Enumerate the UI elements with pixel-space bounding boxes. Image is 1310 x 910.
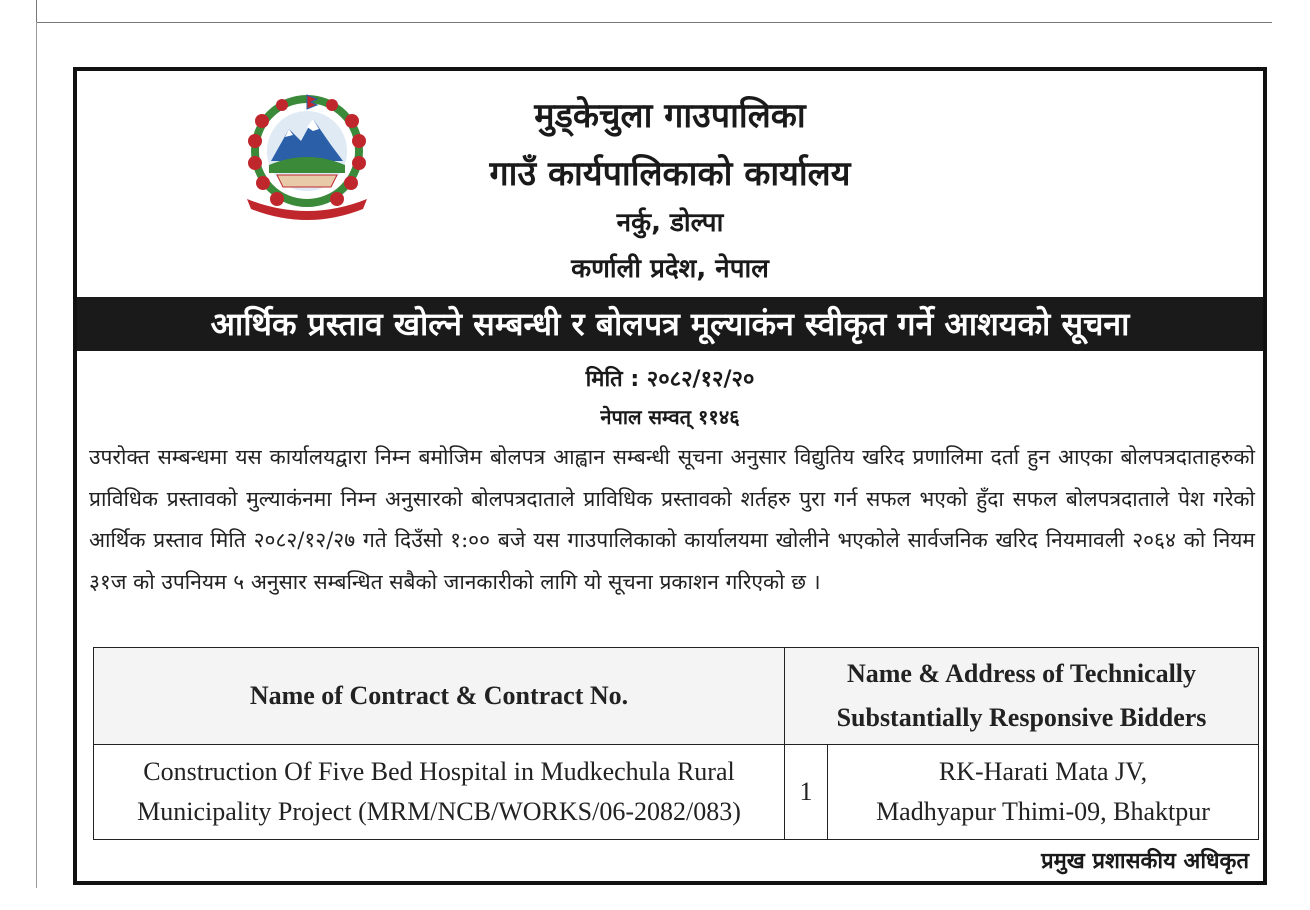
contract-name-line-2: Municipality Project (MRM/NCB/WORKS/06-2082/083) xyxy=(137,797,741,826)
table-row xyxy=(94,745,1259,840)
bidder-column-header: Name & Address of Technically Substantially Responsive Bidders xyxy=(785,648,1259,745)
bidder-cell xyxy=(828,745,1259,840)
office-location: नर्कु, डोल्पा xyxy=(616,208,724,238)
table-header-row xyxy=(94,648,1259,745)
notice-title-banner: आर्थिक प्रस्ताव खोल्ने सम्बन्धी र बोलपत्र मूल्याकंन स्वीकृत गर्ने आशयको सूचना xyxy=(77,297,1263,351)
notice-body-text: उपरोक्त सम्बन्धमा यस कार्यालयद्वारा निम्न बमोजिम बोलपत्र आह्वान सम्बन्धी सूचना अनुसार विद्युतिय खरिद प्रणालिमा दर्ता हुन आएका बोलपत्रदाताहरुको प्राविधिक प्रस्तावको मुल्याकंनमा निम्न अनुसारको बोलपत्रदाताले प्राविधिक प्रस्तावको शर्तहरु पुरा गर्न सफल भएको हुँदा सफल बोलपत्रदाताले पेश गरेको आर्थिक प्रस्ताव मिति २०८२/१२/२७ गते दिउँसो १:०० बजे यस गाउपालिकाको कार्यालयमा खोलीने भएकोले सार्वजनिक खरिद नियमावली २०६४ को नियम ३१ज को उपनियम ५ अनुसार सम्बन्धित सबैको जानकारीको लागि यो सूचना प्रकाशन गरिएको छ । xyxy=(89,445,1255,594)
bidder-name: RK-Harati Mata JV, xyxy=(938,757,1148,786)
notice-date: मिति : २०८२/१२/२० xyxy=(585,367,755,392)
signatory-title: प्रमुख प्रशासकीय अधिकृत xyxy=(1041,849,1249,874)
bidder-address: Madhyapur Thimi-09, Bhaktpur xyxy=(876,797,1210,826)
contract-name-line-1: Construction Of Five Bed Hospital in Mudkechula Rural xyxy=(143,757,735,786)
page-edge-top xyxy=(36,0,37,22)
page-edge-left xyxy=(36,22,37,888)
contract-name-cell xyxy=(94,745,785,840)
contract-column-header: Name of Contract & Contract No. xyxy=(94,648,785,745)
public-notice xyxy=(73,67,1267,885)
serial-number-cell: 1 xyxy=(785,745,828,840)
office-name: गाउँ कार्यपालिकाको कार्यालय xyxy=(489,154,851,194)
province-name: कर्णाली प्रदेश, नेपाल xyxy=(571,254,769,284)
nepal-samvat-date: नेपाल सम्वत् ११४६ xyxy=(600,405,740,429)
municipality-name: मुड्केचुला गाउपालिका xyxy=(534,96,806,136)
contract-table xyxy=(93,647,1259,840)
page-rule xyxy=(36,22,1272,23)
